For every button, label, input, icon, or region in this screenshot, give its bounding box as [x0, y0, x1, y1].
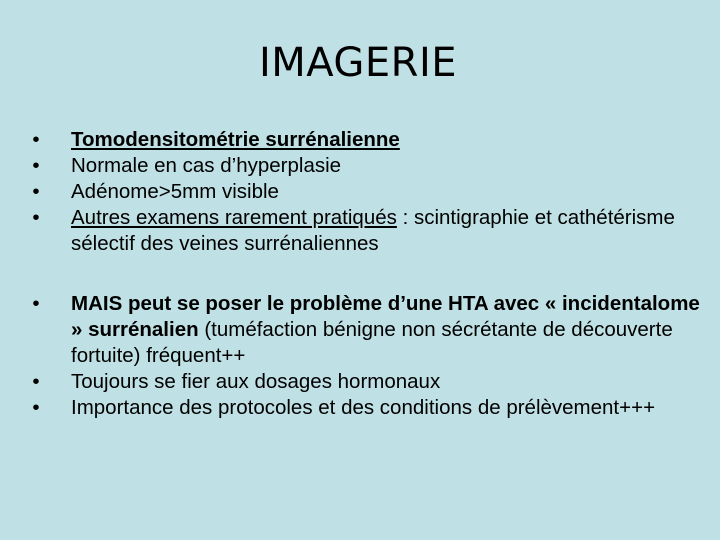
item-text: : scintigraphie et cathétérisme sélectif des veines surrénaliennes [71, 206, 675, 255]
list-item [30, 205, 700, 257]
item-text: Tomodensitométrie surrénalienne [71, 128, 400, 151]
item-text: (tuméfaction bénigne non sécrétante de découverte fortuite) fréquent++ [71, 318, 673, 367]
bullet-icon: • [32, 370, 40, 393]
slide-title: IMAGERIE [258, 40, 458, 86]
list-item [30, 179, 700, 205]
list-item [30, 395, 700, 421]
list-item [30, 291, 700, 369]
bullet-icon: • [32, 292, 40, 315]
bullet-icon: • [32, 206, 40, 229]
list-item [30, 153, 700, 179]
imaging-bullet-list [30, 127, 700, 257]
item-text: Importance des protocoles et des conditions de prélèvement+++ [71, 396, 656, 419]
list-item [30, 127, 700, 153]
item-text-underlined: Autres examens rarement pratiqués [71, 206, 397, 229]
item-text-bold: MAIS peut se poser le problème d’une HTA avec « incidentalome » surrénalien [71, 292, 700, 341]
bullet-icon: • [32, 180, 40, 203]
bullet-icon: • [32, 128, 40, 151]
item-text: Adénome>5mm visible [71, 180, 279, 203]
list-item [30, 369, 700, 395]
item-text: Normale en cas d’hyperplasie [71, 154, 342, 177]
warning-bullet-list [30, 291, 700, 421]
bullet-icon: • [32, 396, 40, 419]
bullet-icon: • [32, 154, 40, 177]
item-text: Toujours se fier aux dosages hormonaux [71, 370, 441, 393]
